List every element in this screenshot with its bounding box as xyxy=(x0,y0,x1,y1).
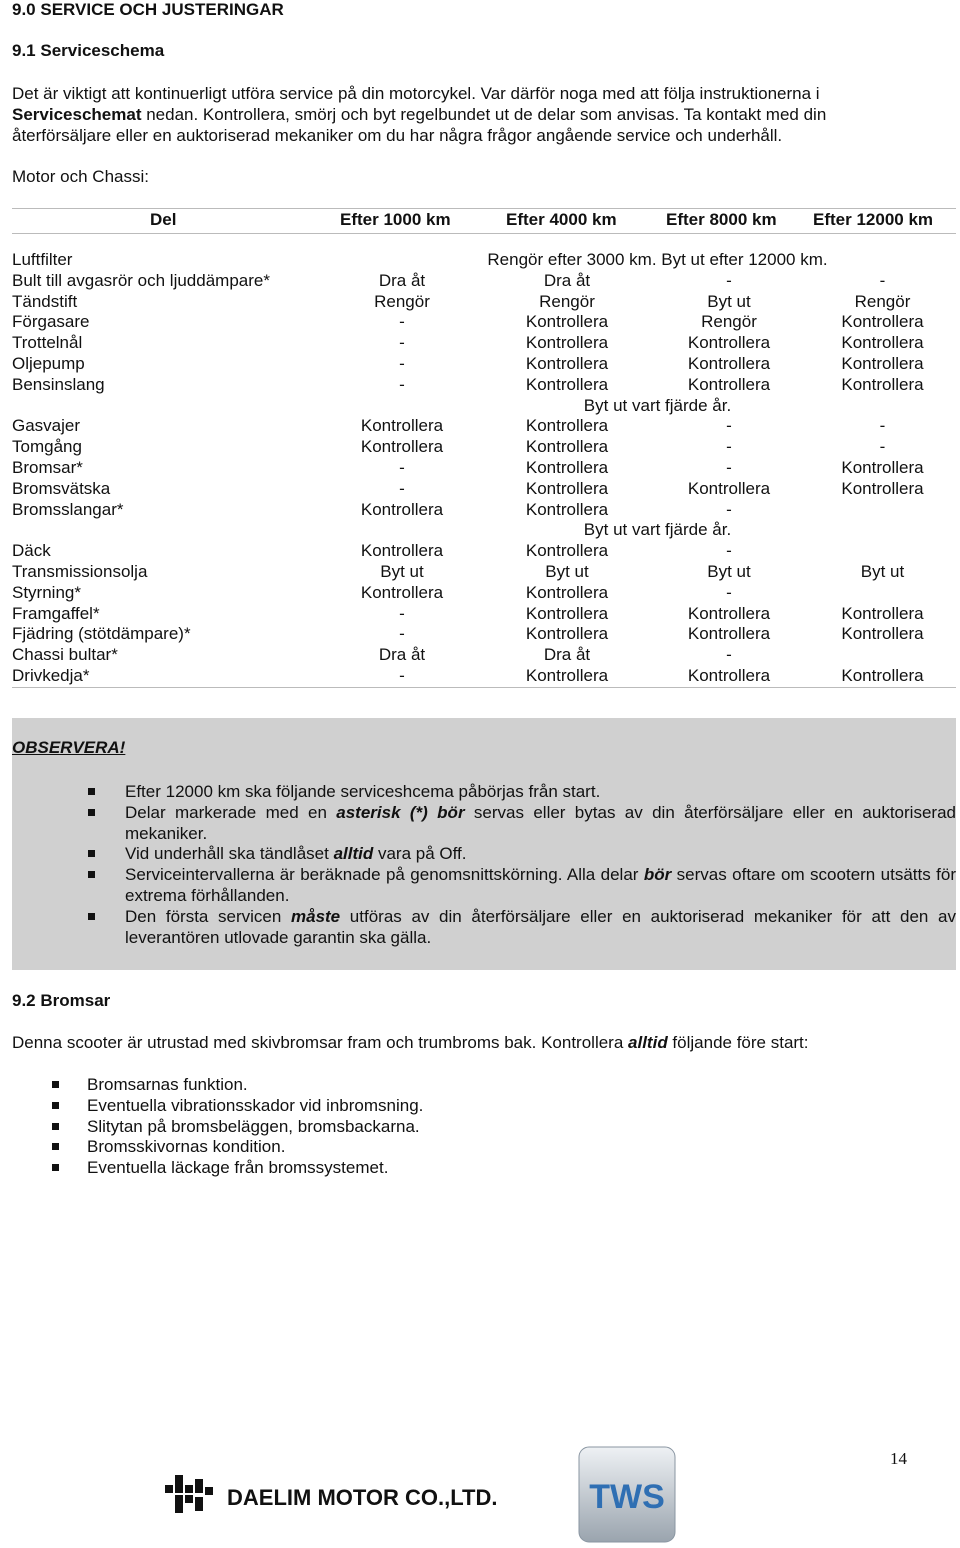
service-action-cell: Kontrollera xyxy=(525,416,609,436)
service-action-cell: - xyxy=(399,665,405,685)
service-action-cell: Kontrollera xyxy=(360,499,444,519)
header-1000: Efter 1000 km xyxy=(340,210,451,229)
part-name: Bromsslangar* xyxy=(12,499,124,519)
part-name: Däck xyxy=(12,541,51,561)
part-name: Tändstift xyxy=(12,291,78,311)
service-action-cell: Dra åt xyxy=(543,270,591,290)
tws-logo xyxy=(578,1446,676,1543)
part-name: Luftfilter xyxy=(12,250,73,269)
service-action-cell xyxy=(809,645,956,666)
bullet-square-icon xyxy=(88,809,95,816)
note-item xyxy=(12,907,956,949)
service-action-cell: Kontrollera xyxy=(841,665,924,685)
table-row xyxy=(12,604,956,625)
service-action-cell: Kontrollera xyxy=(525,582,609,602)
service-action-cell: Byt ut xyxy=(380,561,424,581)
note-text: vara på Off. xyxy=(373,844,467,864)
table-row xyxy=(12,333,956,354)
service-action-cell: Dra åt xyxy=(378,645,426,665)
note-list xyxy=(12,782,956,948)
service-action-cell: Kontrollera xyxy=(687,478,771,498)
table-row xyxy=(12,416,956,437)
brakes-item xyxy=(12,1096,423,1117)
service-action-cell: Rengör xyxy=(539,291,595,311)
brakes-item-text: Eventuella läckage från bromssystemet. xyxy=(87,1158,389,1178)
intro-line-2: nedan. Kontrollera, smörj och byt regelbundet ut de delar som anvisas. Ta kontakt med din xyxy=(141,105,827,124)
page-number: 14 xyxy=(890,1449,907,1468)
service-action-cell: - xyxy=(879,270,886,290)
part-name: Oljepump xyxy=(12,353,85,373)
part-name: Bromsvätska xyxy=(12,478,111,498)
service-action-cell: - xyxy=(399,312,405,332)
service-action-cell: Kontrollera xyxy=(841,333,924,353)
service-action-cell: Dra åt xyxy=(543,645,591,665)
table-row xyxy=(12,354,956,375)
service-action-cell: Kontrollera xyxy=(687,603,771,623)
table-row xyxy=(12,562,956,583)
header-4000: Efter 4000 km xyxy=(506,210,617,229)
part-name: Trottelnål xyxy=(12,333,83,353)
svg-text:TWS: TWS xyxy=(589,1478,665,1516)
brakes-item xyxy=(12,1158,423,1179)
table-row xyxy=(12,250,956,271)
brakes-item xyxy=(12,1075,423,1096)
service-action-cell: Kontrollera xyxy=(525,603,609,623)
note-text: Den första servicen xyxy=(125,906,291,926)
note-item xyxy=(12,782,956,803)
service-action-cell xyxy=(809,541,956,562)
table-row xyxy=(12,396,956,417)
service-action-cell: - xyxy=(726,582,732,602)
interval-note: Byt ut vart fjärde år. xyxy=(583,520,732,540)
chapter-heading: 9.0 SERVICE OCH JUSTERINGAR xyxy=(12,0,284,19)
note-emphasis: måste xyxy=(291,906,341,926)
header-8000: Efter 8000 km xyxy=(666,210,777,229)
service-action-cell: Kontrollera xyxy=(525,624,609,644)
table-row xyxy=(12,500,956,521)
bullet-square-icon xyxy=(88,871,95,878)
service-action-cell: - xyxy=(399,478,405,498)
part-name xyxy=(12,396,319,417)
service-action-cell: Rengör xyxy=(854,291,911,311)
service-action-cell: - xyxy=(726,457,732,477)
table-row xyxy=(12,312,956,333)
service-action-cell: Kontrollera xyxy=(525,541,609,561)
service-action-cell: Kontrollera xyxy=(525,312,609,332)
part-name: Chassi bultar* xyxy=(12,645,118,665)
service-action-cell: - xyxy=(879,416,886,436)
note-item xyxy=(12,844,956,865)
service-action-cell xyxy=(809,500,956,521)
service-action-cell: Kontrollera xyxy=(360,416,444,436)
service-action-cell: - xyxy=(726,270,732,290)
service-action-cell: Kontrollera xyxy=(687,353,771,373)
service-action-cell: - xyxy=(726,541,732,561)
brakes-heading: 9.2 Bromsar xyxy=(12,991,111,1010)
service-action-cell: Kontrollera xyxy=(841,624,924,644)
intro-bold-term: Serviceschemat xyxy=(12,105,142,124)
service-action-cell: - xyxy=(399,353,405,373)
service-action-cell: - xyxy=(399,333,405,353)
service-action-cell: Kontrollera xyxy=(525,333,609,353)
note-item xyxy=(12,865,956,907)
service-action-cell: - xyxy=(399,374,405,394)
table-row xyxy=(12,479,956,500)
brakes-item xyxy=(12,1137,423,1158)
header-del: Del xyxy=(150,210,177,229)
part-name xyxy=(12,520,319,541)
service-action-cell: Kontrollera xyxy=(841,478,924,498)
service-action-cell: - xyxy=(399,603,405,623)
brakes-intro-text: Denna scooter är utrustad med skivbromsar fram och trumbroms bak. Kontrollera xyxy=(12,1033,629,1052)
note-text: Vid underhåll ska tändlåset xyxy=(125,844,334,864)
note-title: OBSERVERA! xyxy=(12,738,126,757)
brakes-item-text: Slitytan på bromsbeläggen, bromsbackarna. xyxy=(87,1116,420,1136)
header-12000: Efter 12000 km xyxy=(813,210,934,229)
part-name: Förgasare xyxy=(12,312,90,332)
service-action-cell: - xyxy=(726,416,732,436)
bullet-square-icon xyxy=(52,1123,59,1130)
bullet-square-icon xyxy=(88,913,95,920)
table-row xyxy=(12,583,956,604)
part-name: Fjädring (stötdämpare)* xyxy=(12,624,191,644)
brakes-list xyxy=(12,1075,423,1179)
bullet-square-icon xyxy=(52,1102,59,1109)
brakes-item xyxy=(12,1117,423,1138)
service-action-cell: Rengör xyxy=(374,291,430,311)
bullet-square-icon xyxy=(52,1081,59,1088)
interval-note: Rengör efter 3000 km. Byt ut efter 12000 km. xyxy=(487,250,828,269)
table-row xyxy=(12,520,956,541)
part-name: Framgaffel* xyxy=(12,603,100,623)
table-row xyxy=(12,541,956,562)
service-action-cell: Kontrollera xyxy=(360,541,444,561)
note-text: Serviceintervallerna är beräknade på genomsnittskörning. Alla delar xyxy=(125,865,644,885)
note-emphasis: alltid xyxy=(333,844,374,864)
service-action-cell: - xyxy=(726,645,732,665)
service-action-cell: Kontrollera xyxy=(687,374,771,394)
table-row xyxy=(12,666,956,687)
service-action-cell: Kontrollera xyxy=(360,582,444,602)
service-action-cell xyxy=(809,583,956,604)
service-action-cell: Kontrollera xyxy=(841,603,924,623)
note-item xyxy=(12,803,956,845)
service-action-cell: Kontrollera xyxy=(687,333,771,353)
service-action-cell: Kontrollera xyxy=(841,457,924,477)
bullet-square-icon xyxy=(88,788,95,795)
service-action-cell: Kontrollera xyxy=(687,624,771,644)
intro-paragraph xyxy=(12,83,956,146)
service-action-cell: Kontrollera xyxy=(841,374,924,394)
section-heading: 9.1 Serviceschema xyxy=(12,41,165,60)
service-action-cell: - xyxy=(399,457,405,477)
note-emphasis: bör xyxy=(643,865,672,885)
part-name: Transmissionsolja xyxy=(12,561,148,581)
interval-note: Byt ut vart fjärde år. xyxy=(583,395,732,415)
part-name: Gasvajer xyxy=(12,416,81,436)
note-text: Delar markerade med en xyxy=(125,802,337,822)
note-text: Efter 12000 km ska följande serviceshcema påbörjas från start. xyxy=(125,782,601,801)
part-name: Styrning* xyxy=(12,582,81,602)
brakes-intro-emphasis: alltid xyxy=(628,1033,668,1052)
table-row xyxy=(12,271,956,292)
service-action-cell: Byt ut xyxy=(707,561,751,581)
bullet-square-icon xyxy=(52,1164,59,1171)
table-row xyxy=(12,375,956,396)
part-name: Drivkedja* xyxy=(12,665,90,685)
note-text: servas oftare om scootern utsätts för extrema förhållanden. xyxy=(125,865,956,905)
service-action-cell: Kontrollera xyxy=(525,437,609,457)
service-action-cell: Byt ut xyxy=(707,291,751,311)
part-name: Bromsar* xyxy=(12,457,83,477)
intro-line-3: återförsäljare eller en auktoriserad mekaniker om du har några frågor angående service och underhåll. xyxy=(12,126,783,145)
note-text: servas eller bytas av din återförsäljare eller en auktoriserad mekaniker. xyxy=(125,802,956,843)
brakes-intro xyxy=(12,1033,809,1053)
table-header-row xyxy=(12,208,956,234)
service-action-cell: - xyxy=(399,624,405,644)
section-label: Motor och Chassi: xyxy=(12,167,149,186)
service-action-cell: Kontrollera xyxy=(525,499,609,519)
part-name: Tomgång xyxy=(12,437,82,457)
service-action-cell: - xyxy=(726,437,732,457)
service-action-cell: Kontrollera xyxy=(841,312,924,332)
service-action-cell: Kontrollera xyxy=(525,665,609,685)
service-action-cell: Kontrollera xyxy=(525,478,609,498)
part-name: Bensinslang xyxy=(12,374,105,394)
service-action-cell: Kontrollera xyxy=(525,374,609,394)
service-action-cell: - xyxy=(879,437,886,457)
service-action-cell: Dra åt xyxy=(378,270,426,290)
service-action-cell: Kontrollera xyxy=(525,353,609,373)
service-action-cell: - xyxy=(726,499,732,519)
service-action-cell: Kontrollera xyxy=(687,665,771,685)
service-action-cell: Kontrollera xyxy=(360,437,444,457)
brakes-intro-text: följande före start: xyxy=(667,1033,809,1052)
table-row xyxy=(12,458,956,479)
svg-text:DAELIM MOTOR CO.,LTD.: DAELIM MOTOR CO.,LTD. xyxy=(227,1485,498,1510)
daelim-logo xyxy=(165,1475,515,1520)
brakes-item-text: Bromsskivornas kondition. xyxy=(87,1137,286,1157)
service-action-cell: Kontrollera xyxy=(841,353,924,373)
table-row xyxy=(12,645,956,666)
brakes-item-text: Eventuella vibrationsskador vid inbromsning. xyxy=(87,1095,424,1115)
note-emphasis: asterisk (*) bör xyxy=(336,802,465,822)
brakes-item-text: Bromsarnas funktion. xyxy=(87,1075,248,1094)
note-text: utföras av din återförsäljare eller en auktoriserad mekaniker för att den av leverantören utlovade garantin ska gälla. xyxy=(125,906,956,947)
service-schedule-table xyxy=(12,250,956,688)
service-action-cell: Byt ut xyxy=(545,561,589,581)
service-action-cell: Byt ut xyxy=(860,561,905,581)
bullet-square-icon xyxy=(52,1143,59,1150)
part-name: Bult till avgasrör och ljuddämpare* xyxy=(12,270,270,290)
table-row xyxy=(12,437,956,458)
table-row xyxy=(12,624,956,645)
intro-line-1: Det är viktigt att kontinuerligt utföra service på din motorcykel. Var därför noga med att följa instruktionerna i xyxy=(12,84,820,103)
service-action-cell: Kontrollera xyxy=(525,457,609,477)
service-action-cell: Rengör xyxy=(701,312,757,332)
bullet-square-icon xyxy=(88,850,95,857)
table-row xyxy=(12,292,956,313)
